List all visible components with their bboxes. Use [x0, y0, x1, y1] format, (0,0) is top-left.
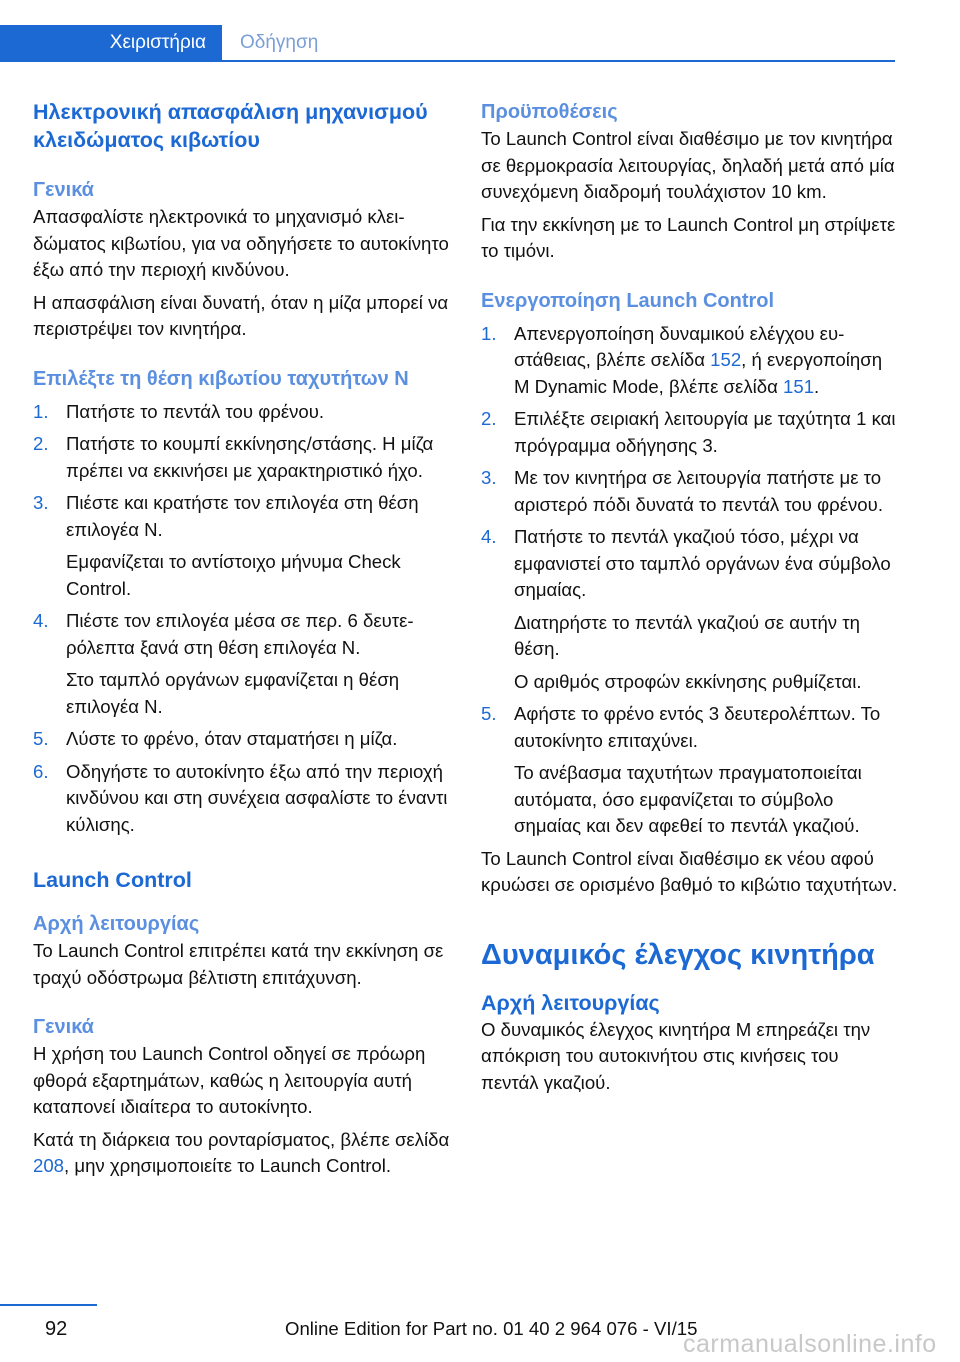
heading-general: Γενικά [33, 179, 94, 201]
paragraph: Κατά τη διάρκεια του ρονταρίσματος, βλέπε σελίδα 208, μην χρησιμοποιείτε το Launch Control. [33, 1128, 450, 1176]
paragraph: Το Launch Control είναι διαθέσιμο με τον κινητήρα σε θερμοκρασία λειτουργίας, δηλαδή μετά από μία συνεχόμενη διαδρομή τουλάχιστον 10 km. [481, 128, 895, 202]
heading-launch-control: Launch Control [33, 868, 192, 892]
steps-list [481, 321, 901, 840]
list-item: 3. Με τον κινητήρα σε λειτουργία πατήστε με το αριστερό πόδι δυνατά το πεντάλ του φρένου. [481, 467, 883, 515]
list-item: 3. Πιέστε και κρατήστε τον επιλογέα στη θέση επιλογέα N. Εμφανίζεται το αντίστοιχο μήνυμα Check Control. [33, 492, 419, 599]
page-ref-link[interactable]: 208 [33, 1155, 65, 1176]
heading-activate-launch: Ενεργοποίηση Launch Control [481, 289, 775, 312]
heading-electronic-release: Ηλεκτρονική απασφάλιση μηχανισμού κλειδώματος κιβωτίου [33, 100, 428, 152]
paragraph: Το Launch Control επιτρέπει κατά την εκκίνηση σε τραχύ οδόστρωμα βέλτιστη επιτάχυνση. [33, 940, 444, 988]
heading-general: Γενικά [33, 1016, 94, 1038]
list-item: 5. Λύστε το φρένο, όταν σταματήσει η μίζα. [33, 728, 398, 749]
list-item: 5. Αφήστε το φρένο εντός 3 δευτερολέπτων. Το αυτοκίνητο επιταχύνει. Το ανέβασμα ταχυτήτων πραγματοποιείται αυτόματα, όσο εμφανίζεται το σύμβολο σημαίας και δεν αφεθεί το πεντάλ γκαζιού. [481, 703, 881, 836]
right-column [481, 98, 901, 1096]
heading-dynamic-engine-control: Δυναμικός έλεγχος κινητήρα [481, 938, 875, 971]
heading-prerequisites: Προϋποθέσεις [481, 101, 618, 123]
page-ref-link[interactable]: 151 [783, 375, 815, 397]
steps-list [33, 399, 453, 839]
list-item: 1. Πατήστε το πεντάλ του φρένου. [33, 400, 325, 422]
tab-driving[interactable]: Οδήγηση [240, 32, 319, 53]
heading-principle: Αρχή λειτουργίας [481, 990, 660, 1015]
edition-text: Online Edition for Part no. 01 40 2 964 076 - VI/15 [285, 1318, 698, 1339]
paragraph: Για την εκκίνηση με το Launch Control μη στρίψετε το τιμόνι. [481, 213, 896, 261]
header-tabs [0, 25, 895, 61]
heading-principle: Αρχή λειτουργίας [33, 913, 200, 935]
list-item: 4. Πατήστε το πεντάλ γκαζιού τόσο, μέχρι να εμφανιστεί στο ταμπλό οργάνων ένα σύμβολο σημαίας. Διατηρήστε το πεντάλ γκαζιού σε αυτήν τη θέση. Ο αριθμός στροφών εκκίνησης ρυθμίζεται. [481, 526, 891, 692]
heading-select-n: Επιλέξτε τη θέση κιβωτίου ταχυτήτων N [33, 367, 409, 390]
list-item: 4. Πιέστε τον επιλογέα μέσα σε περ. 6 δευτερόλεπτα ξανά στη θέση επιλογέα N. Στο ταμπλό οργάνων εμφανίζεται η θέση επιλογέα N. [33, 610, 414, 717]
list-item: 1. Απενεργοποίηση δυναμικού ελέγχου ευστάθειας, βλέπε σελίδα 152, ή ενεργοποίηση M Dynamic Mode, βλέπε σελίδα 151. [481, 322, 883, 397]
paragraph: Το Launch Control είναι διαθέσιμο εκ νέου αφού κρυώσει σε ορισμένο βαθμό το κιβώτιο ταχυτήτων. [481, 847, 898, 895]
watermark: carmanualsonline.info [683, 1330, 937, 1358]
list-item: 2. Πατήστε το κουμπί εκκίνησης/στάσης. Η μίζα πρέπει να εκκινήσει με χαρακτηριστικό ήχο. [33, 433, 434, 481]
left-column [33, 98, 453, 1180]
paragraph: Ο δυναμικός έλεγχος κινητήρα M επηρεάζει την απόκριση του αυτοκινήτου στις κινήσεις του πεντάλ γκαζιού. [481, 1018, 871, 1093]
page-ref-link[interactable]: 152 [710, 349, 742, 370]
footer-rule [0, 1304, 97, 1306]
header-rule [0, 60, 895, 62]
tab-controls[interactable]: Χειριστήρια [0, 25, 222, 61]
paragraph: Η χρήση του Launch Control οδηγεί σε πρόωρη φθορά εξαρτημάτων, καθώς η λειτουργία αυτή καταπονεί ιδιαίτερα το αυτοκίνητο. [33, 1043, 426, 1117]
paragraph: Η απασφάλιση είναι δυνατή, όταν η μίζα μπορεί να περιστρέψει τον κινητήρα. [33, 291, 449, 339]
paragraph: Απασφαλίστε ηλεκτρονικά το μηχανισμό κλειδώματος κιβωτίου, για να οδηγήσετε το αυτοκίνητο έξω από την περιοχή κινδύνου. [33, 206, 449, 280]
page-number: 92 [45, 1318, 68, 1340]
list-item: 2. Επιλέξτε σειριακή λειτουργία με ταχύτητα 1 και πρόγραμμα οδήγησης 3. [481, 408, 896, 456]
list-item: 6. Οδηγήστε το αυτοκίνητο έξω από την περιοχή κινδύνου και στη συνέχεια ασφαλίστε το έναντι κύλισης. [33, 760, 448, 835]
